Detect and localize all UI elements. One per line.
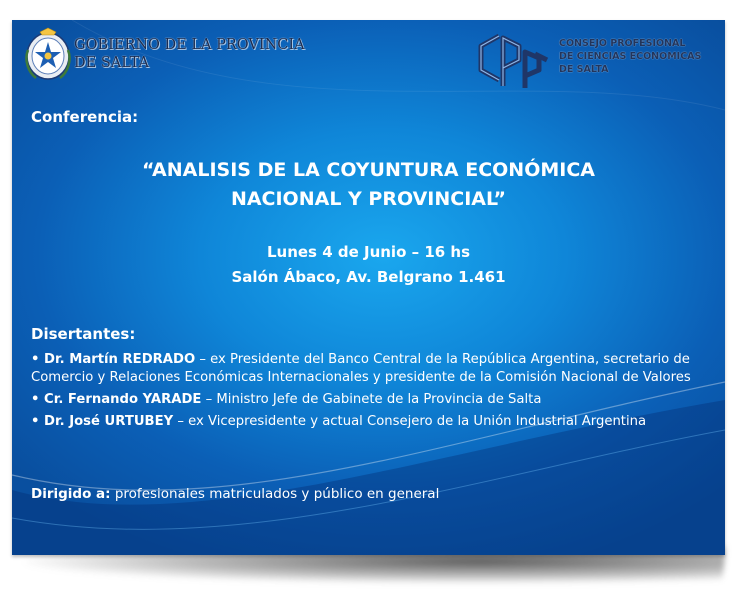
government-name-line2: DE SALTA [74,55,150,71]
speakers-list [31,351,711,435]
speaker-name: Cr. Fernando YARADE [44,392,202,407]
cpce-name-line3: DE SALTA [559,64,609,75]
event-venue: Salón Ábaco, Av. Belgrano 1.461 [231,268,506,286]
speaker-description: – ex Presidente del Banco Central de la República Argentina, secretario de Comercio y Relaciones Económicas Internacionales y presidente de la Comisión Nacional de Valores [31,352,691,385]
event-title-line2: NACIONAL Y PROVINCIAL” [230,188,507,210]
speaker-description: – ex Vicepresidente y actual Consejero de la Unión Industrial Argentina [173,414,647,429]
province-of-salta-emblem-icon [20,26,76,84]
speaker-item [31,351,711,387]
audience-line [31,486,711,502]
audience-label: Dirigido a: [31,486,111,502]
cpce-name-line1: CONSEJO PROFESIONAL [559,38,686,49]
audience-text: profesionales matriculados y público en general [110,486,440,502]
speaker-name: Dr. Martín REDRADO [44,352,196,367]
invitation-card [12,20,725,555]
event-date-time: Lunes 4 de Junio – 16 hs [266,243,471,261]
event-schedule [12,240,725,290]
speaker-bullet: • [31,352,40,367]
cpce-name-line2: DE CIENCIAS ECONOMICAS [559,51,702,62]
speaker-bullet: • [31,414,40,429]
speaker-name: Dr. José URTUBEY [44,414,174,429]
event-title [12,156,725,214]
speaker-description: – Ministro Jefe de Gabinete de la Provincia de Salta [201,392,542,407]
speaker-item [31,413,711,431]
cpce-monogram-logo-icon [473,30,551,92]
government-name-line1: GOBIERNO DE LA PROVINCIA [74,37,305,53]
event-type-label: Conferencia: [31,108,139,126]
event-title-line1: “ANALISIS DE LA COYUNTURA ECONÓMICA [142,159,595,181]
speaker-bullet: • [31,392,40,407]
speaker-item [31,391,711,409]
speakers-label: Disertantes: [31,325,136,343]
government-name [74,36,305,72]
cpce-name [559,37,701,76]
